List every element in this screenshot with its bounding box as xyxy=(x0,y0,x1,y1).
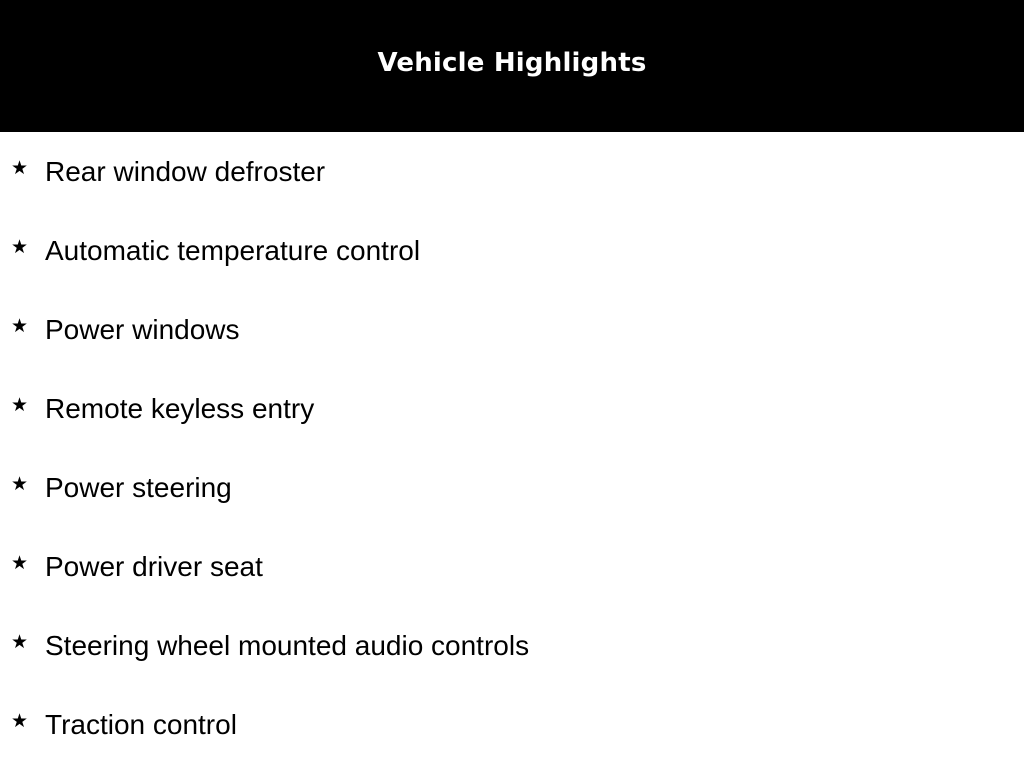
list-item xyxy=(0,393,1024,472)
star-icon: ★ xyxy=(11,710,29,732)
list-item xyxy=(0,472,1024,551)
list-item-label: Power windows xyxy=(45,314,240,345)
star-icon: ★ xyxy=(11,552,29,574)
star-icon: ★ xyxy=(11,394,29,416)
list-item-label: Steering wheel mounted audio controls xyxy=(45,630,530,661)
star-icon: ★ xyxy=(11,315,29,337)
star-icon: ★ xyxy=(11,631,29,653)
list-item xyxy=(0,630,1024,709)
list-item xyxy=(0,709,1024,768)
star-icon: ★ xyxy=(11,236,29,258)
list-item xyxy=(0,314,1024,393)
star-icon: ★ xyxy=(11,473,29,495)
list-item-label: Power driver seat xyxy=(45,551,263,582)
list-item-label: Remote keyless entry xyxy=(45,393,315,424)
page-title: Vehicle Highlights xyxy=(377,48,647,78)
list-item-label: Automatic temperature control xyxy=(45,235,421,266)
header-banner xyxy=(0,0,1024,132)
highlights-list xyxy=(0,156,1024,768)
list-item-label: Traction control xyxy=(45,709,237,740)
list-item xyxy=(0,156,1024,235)
list-item-label: Power steering xyxy=(45,472,232,503)
star-icon: ★ xyxy=(11,157,29,179)
list-item-label: Rear window defroster xyxy=(45,156,326,187)
list-item xyxy=(0,551,1024,630)
list-item xyxy=(0,235,1024,314)
